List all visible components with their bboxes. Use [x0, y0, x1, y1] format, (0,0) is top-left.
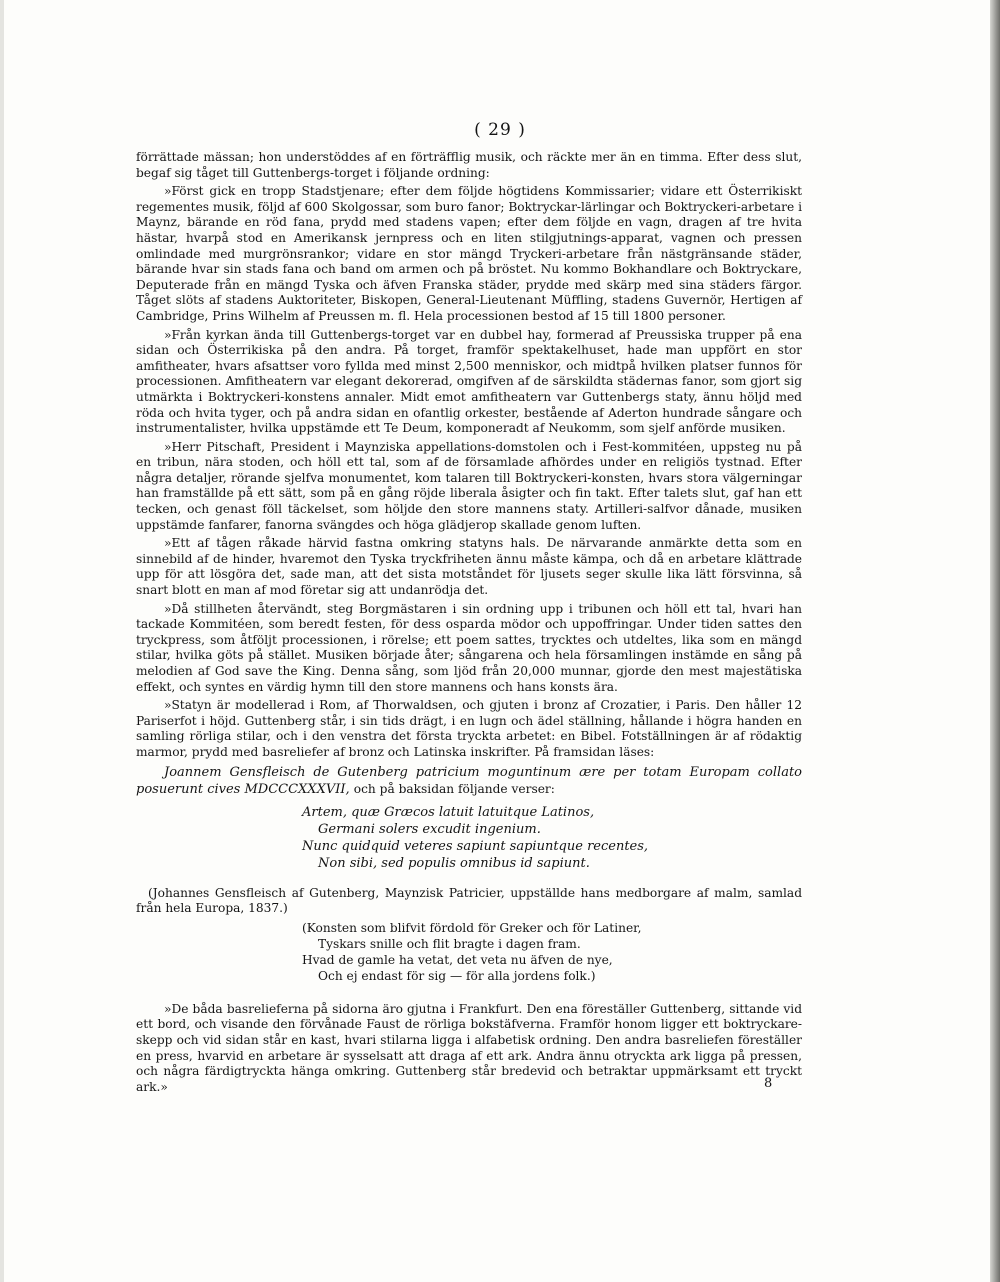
page-right-edge-shadow — [990, 0, 1000, 1282]
page-number-header: ( 29 ) — [474, 120, 526, 140]
verse-line: Nunc quidquid veteres sapiunt sapiuntque recentes, — [302, 838, 649, 854]
paragraph: »Först gick en tropp Stadstjenare; efter dem följde högtidens Kommissarier; vidare ett Österrikiskt regementes musik, följd af 600 Skolgossar, som buro fanor; Boktryckar-lärlingar och Boktryckeri-arbetare i Maynz, bärande en röd fana, prydd med stadens vapen; efter dem följde en vagn, dragen af tre hvita hästar, hvarpå stod en Amerikansk jernpress och en liten stilgjutnings-apparat, vagnen och pressen omlindade med murgrönsrankor; vidare en stor mängd Tryckeri-arbetare från nästgränsande städer, bärande hvar sin stads fana och band om armen och på bröstet. Nu kommo Bokhandlare och Boktryckare, Deputerade från en mängd Tyska och äfven Franska städer, prydde med skärp med sina städers färgor. Tåget slöts af stadens Auktoriteter, Biskopen, General-Lieutenant Müffling, stadens Guvernör, Hertigen af Cambridge, Prins Wilhelm af Preussen m. fl. Hela processionen bestod af 15 till 1800 personer. — [136, 184, 802, 323]
translation-block — [136, 886, 802, 984]
latin-inscription-text: Joannem Gensfleisch de Gutenberg patricium moguntinum ære per totam Europam collato posuerunt cives MDCCCXXXVII, — [136, 764, 802, 797]
closing-paragraph: »De båda basrelieferna på sidorna äro gjutna i Frankfurt. Den ena föreställer Guttenberg, sittande vid ett bord, och visande den förvånade Faust de rörliga bokstäfverna. Framför honom ligger ett boktryckare-skepp och vid sidan står en kast, hvari stilarna ligga i alfabetisk ordning. Den andra basreliefen föreställer en press, hvarvid en arbetare är sysselsatt att draga af ett ark. Andra ännu otryckta ark ligga på pressen, och några färdigtryckta hänga omkring. Guttenberg står bredevid och betraktar uppmärksamt ett tryckt ark.» — [136, 1001, 802, 1094]
translation-text: (Johannes Gensfleisch af Gutenberg, Maynzisk Patricier, uppställde hans medborgare af malm, samlad från hela Europa, 1837.) — [136, 885, 802, 916]
verse-line: Artem, quæ Græcos latuit latuitque Latinos, — [302, 804, 595, 820]
paragraph: »Ett af tågen råkade härvid fastna omkring statyns hals. De närvarande anmärkte detta som en sinnebild af de hinder, hvaremot den Tyska tryckfriheten ännu måste kämpa, och då en arbetare klättrade upp för att lösgöra det, sade man, att det sista motståndet för ljusets seger skulle lika lätt försvinna, så snart blott en man af mod företar sig att undanrödja det. — [136, 536, 802, 598]
paragraph: förrättade mässan; hon understöddes af en förträfflig musik, och räckte mer än en timma. Efter dess slut, begaf sig tåget till Guttenbergs-torget i följande ordning: — [136, 150, 802, 180]
paragraph: »Herr Pitschaft, President i Maynziska appellations-domstolen och i Fest-kommitéen, uppsteg nu på en tribun, nära stoden, och höll ett tal, som af de församlade afhördes under en religiös tystnad. Efter några detaljer, rörande sjelfva monumentet, kom talaren till Boktryckeri-konsten, hvars stora välgerningar han framställde på ett sätt, som på en gång röjde liberala åsigter och fin takt. Efter talets slut, gaf han ett tecken, och genast föll täckelset, som höljde den store mannens staty. Artilleri-salfvor dånade, musiken uppstämde fanfarer, fanorna svängdes och höga glädjerop skallade genom luften. — [136, 439, 802, 532]
page-left-edge — [0, 0, 4, 1282]
verse-line: Non sibi, sed populis omnibus id sapiunt. — [318, 855, 590, 871]
verse-line: Tyskars snille och flit bragte i dagen fram. — [318, 936, 581, 951]
swedish-verse — [302, 920, 802, 984]
verse-line: Och ej endast för sig — för alla jordens folk.) — [318, 968, 596, 983]
latin-inscription-tail: och på baksidan följande verser: — [353, 781, 555, 796]
verse-line: (Konsten som blifvit fördold för Greker och för Latiner, — [302, 920, 642, 935]
verse-line: Hvad de gamle ha vetat, det veta nu äfven de nye, — [302, 952, 613, 967]
paragraph: »Då stillheten återvändt, steg Borgmästaren i sin ordning upp i tribunen och höll ett tal, hvari han tackade Kommitéen, som beredt festen, för dess osparda mödor och uppoffringar. Under tiden sattes den tryckpress, som åtföljt processionen, i rörelse; ett poem sattes, trycktes och utdeltes, lika som en mängd stilar, hvilka göts på stället. Musiken började åter; sångarena och hela församlingen instämde en sång på melodien af God save the King. Denna sång, som ljöd från 20,000 munnar, gjorde den mest majestätiska effekt, och syntes en värdig hymn till den store mannens och hans konsts ära. — [136, 601, 802, 694]
paragraph: »Från kyrkan ända till Guttenbergs-torget var en dubbel hay, formerad af Preussiska trupper på ena sidan och Österrikiska på den andra. På torget, framför spektakelhuset, hade man uppfört en stor amfitheater, hvars afsattser voro fyllda med minst 2,500 menniskor, och midtpå hvilken platser funnos för processionen. Amfitheatern var elegant dekorerad, omgifven af de särskildta städernas fanor, som gjort sig utmärkta i Boktryckeri-konstens annaler. Midt emot amfitheatern var Guttenbergs staty, ännu höljd med röda och hvita tyger, och på andra sidan en ofantlig orkester, bestående af Aderton hundrade sångare och instrumentalister, hvilka uppstämde ett Te Deum, komponeradt af Neukomm, som sjelf anförde musiken. — [136, 327, 802, 436]
signature-mark: 8 — [764, 1076, 773, 1091]
paragraph: »Statyn är modellerad i Rom, af Thorwaldsen, och gjuten i bronz af Crozatier, i Paris. Den håller 12 Pariserfot i höjd. Guttenberg står, i sin tids drägt, i en lugn och ädel ställning, hållande i högra handen en samling rörliga stilar, och i den venstra det första tryckta arbetet: en Bibel. Fotställningen är af rödaktig marmor, prydd med basreliefer af bronz och Latinska inskrifter. På framsidan läses: — [136, 698, 802, 759]
latin-verse — [302, 804, 802, 872]
latin-inscription — [136, 764, 802, 798]
verse-line: Germani solers excudit ingenium. — [318, 821, 541, 837]
body-text — [136, 150, 802, 1098]
